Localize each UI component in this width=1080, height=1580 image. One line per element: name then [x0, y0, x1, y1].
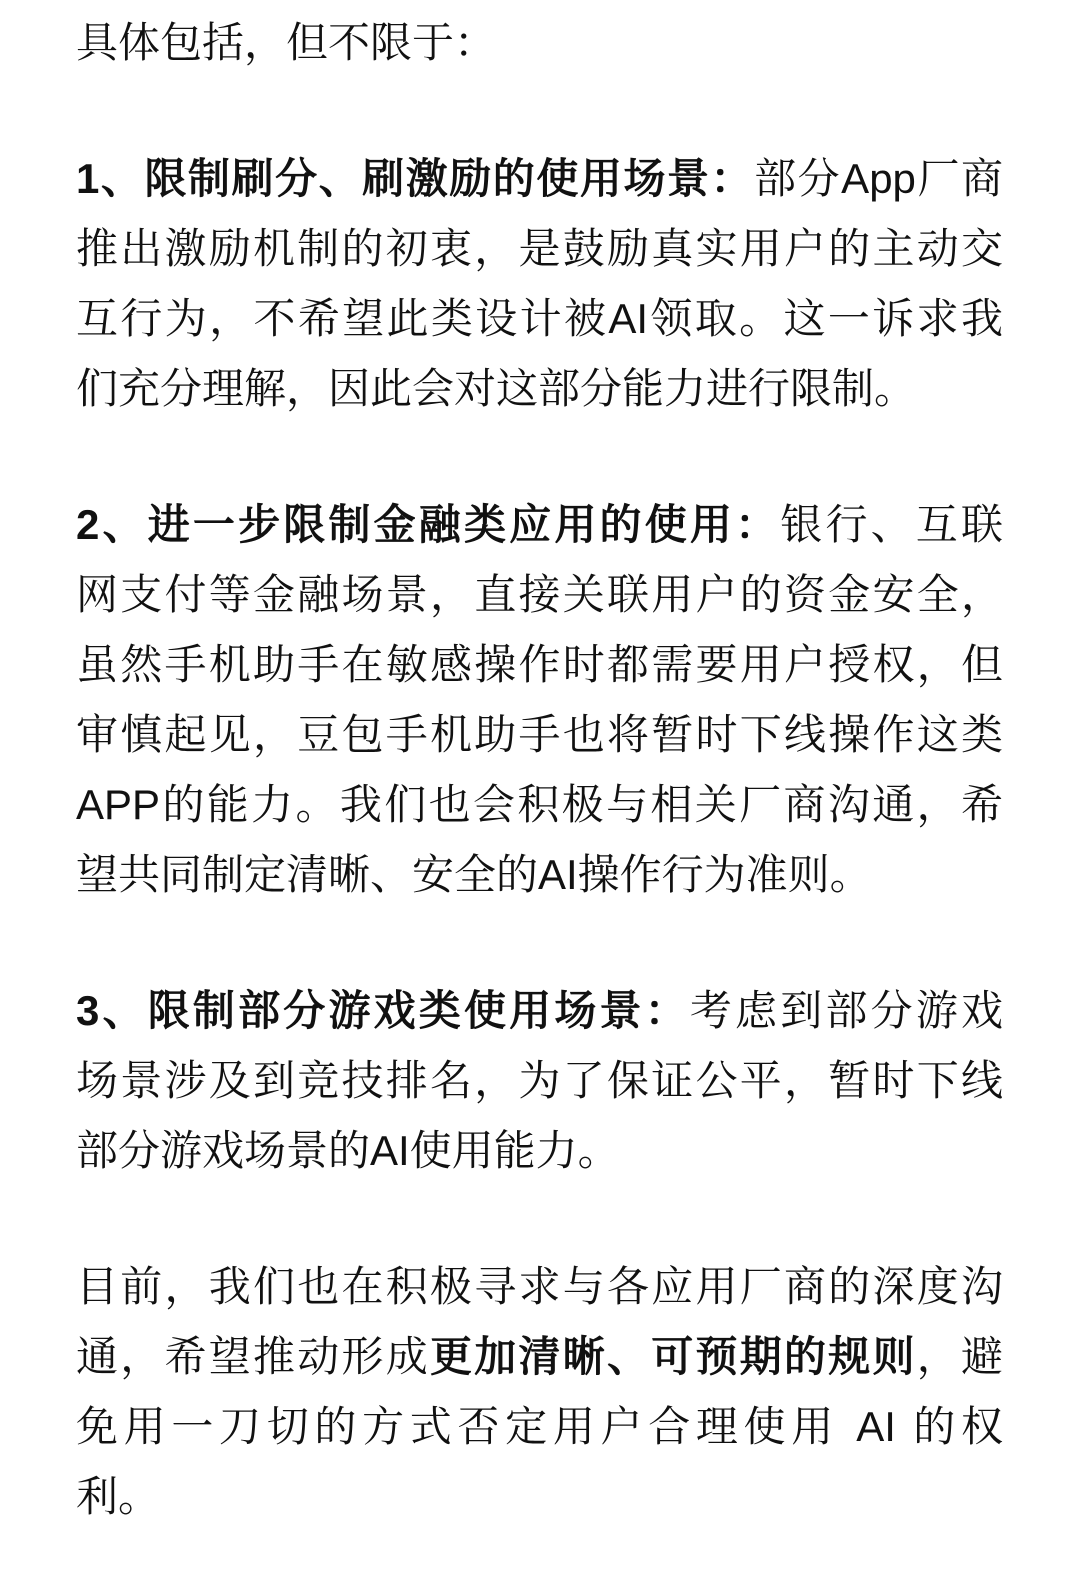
text-line — [76, 1462, 1003, 1532]
text-segment: 们充分理解，因此会对这部分能力进行限制。 — [76, 365, 917, 412]
text-segment: 具体包括，但不限于： — [76, 19, 497, 66]
text-line — [76, 630, 1003, 700]
text-segment: ，避 — [916, 1333, 1003, 1380]
paragraph-intro — [76, 8, 1003, 78]
text-segment: 审慎起见，豆包手机助手也将暂时下线操作这类 — [76, 711, 1003, 758]
text-segment: 考虑到部分游戏 — [689, 987, 1003, 1034]
text-segment: APP的能力。我们也会积极与相关厂商沟通，希 — [76, 781, 1003, 828]
text-segment: 推出激励机制的初衷，是鼓励真实用户的主动交 — [76, 225, 1003, 272]
paragraph-item-1-score-farming — [76, 144, 1003, 424]
text-segment: 互行为，不希望此类设计被AI领取。这一诉求我 — [76, 295, 1003, 342]
text-segment: 利。 — [76, 1473, 161, 1520]
text-segment: 目前，我们也在积极寻求与各应用厂商的深度沟 — [76, 1263, 1003, 1310]
paragraph-closing — [76, 1252, 1003, 1532]
text-segment: 虽然手机助手在敏感操作时都需要用户授权，但 — [76, 641, 1003, 688]
paragraph-item-3-game-scenarios — [76, 976, 1003, 1186]
text-segment: 望共同制定清晰、安全的AI操作行为准则。 — [76, 851, 872, 898]
text-line — [76, 976, 1003, 1046]
bold-text-segment: 更加清晰、可预期的规则 — [429, 1333, 917, 1380]
text-segment: 通，希望推动形成 — [76, 1333, 430, 1380]
text-line — [76, 840, 1003, 910]
text-line — [76, 490, 1003, 560]
bold-text-segment: 1、限制刷分、刷激励的使用场景： — [76, 155, 755, 202]
text-line — [76, 770, 1003, 840]
bold-text-segment: 2、进一步限制金融类应用的使用： — [76, 501, 781, 548]
text-segment: 免用一刀切的方式否定用户合理使用 AI 的权 — [76, 1403, 1003, 1450]
text-line — [76, 214, 1003, 284]
text-segment: 银行、互联 — [780, 501, 1003, 548]
text-line — [76, 560, 1003, 630]
paragraph-item-2-financial-apps — [76, 490, 1003, 910]
text-line — [76, 1046, 1003, 1116]
text-segment: 场景涉及到竞技排名，为了保证公平，暂时下线 — [76, 1057, 1003, 1104]
text-line — [76, 1252, 1003, 1322]
text-line — [76, 1322, 1003, 1392]
text-line — [76, 354, 1003, 424]
text-line — [76, 8, 1003, 78]
text-line — [76, 144, 1003, 214]
text-line — [76, 284, 1003, 354]
text-line — [76, 1392, 1003, 1462]
text-line — [76, 700, 1003, 770]
text-segment: 部分游戏场景的AI使用能力。 — [76, 1127, 620, 1174]
text-line — [76, 1116, 1003, 1186]
text-segment: 部分App厂商 — [754, 155, 1003, 202]
text-segment: 网支付等金融场景，直接关联用户的资金安全， — [76, 571, 1003, 618]
bold-text-segment: 3、限制部分游戏类使用场景： — [76, 987, 690, 1034]
